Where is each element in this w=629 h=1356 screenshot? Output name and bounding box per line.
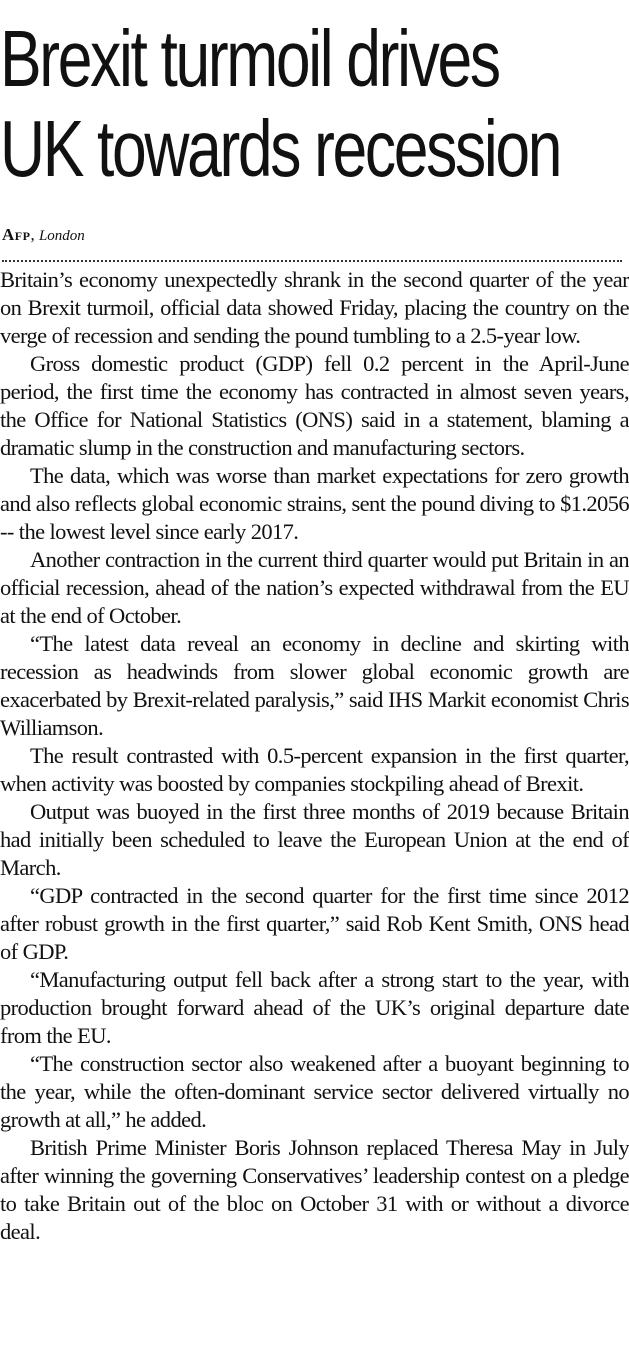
article-body <box>0 266 629 1246</box>
paragraph: The result contrasted with 0.5-percent expansion in the first quarter, when activity was boosted by companies stockpiling ahead of Brexit. <box>0 743 629 796</box>
paragraph: British Prime Minister Boris Johnson replaced Theresa May in July after winning the governing Conservatives’ leadership contest on a pledge to take Britain out of the bloc on October 31 with or without a divorce deal. <box>0 1135 629 1244</box>
paragraph: The data, which was worse than market expectations for zero growth and also reflects global economic strains, sent the pound diving to $1.2056 -- the lowest level since early 2017. <box>0 463 629 544</box>
headline <box>0 14 624 194</box>
paragraph: Output was buoyed in the first three months of 2019 because Britain had initially been scheduled to leave the European Union at the end of March. <box>0 799 629 880</box>
headline-line-1: Brexit turmoil drives <box>0 14 499 103</box>
paragraph: Another contraction in the current third quarter would put Britain in an official recession, ahead of the nation’s expected withdrawal from the EU at the end of October. <box>0 547 629 628</box>
paragraph: Britain’s economy unexpectedly shrank in the second quarter of the year on Brexit turmoil, official data showed Friday, placing the country on the verge of recession and sending the pound tumbling to a 2.5-year low. <box>0 267 629 348</box>
headline-line-2: UK towards recession <box>0 104 561 193</box>
paragraph: “The latest data reveal an economy in decline and skirting with recession as headwinds from slower global economic growth are exacerbated by Brexit-related paralysis,” said IHS Markit economist Chris Williamson. <box>0 631 629 740</box>
paragraph: “Manufacturing output fell back after a strong start to the year, with production brought forward ahead of the UK’s original departure date from the EU. <box>0 967 629 1048</box>
paragraph: “GDP contracted in the second quarter for the first time since 2012 after robust growth in the first quarter,” said Rob Kent Smith, ONS head of GDP. <box>0 883 629 964</box>
byline-city: London <box>38 228 85 244</box>
dotted-divider <box>2 252 622 262</box>
byline-agency: Afp <box>2 225 31 244</box>
paragraph: “The construction sector also weakened after a buoyant beginning to the year, while the often-dominant service sector delivered virtually no growth at all,” he added. <box>0 1051 629 1132</box>
byline <box>2 224 629 246</box>
byline-separator: , <box>30 225 39 244</box>
paragraph: Gross domestic product (GDP) fell 0.2 percent in the April-June period, the first time the economy has contracted in almost seven years, the Office for National Statistics (ONS) said in a statement, blaming a dramatic slump in the construction and manufacturing sectors. <box>0 351 629 460</box>
